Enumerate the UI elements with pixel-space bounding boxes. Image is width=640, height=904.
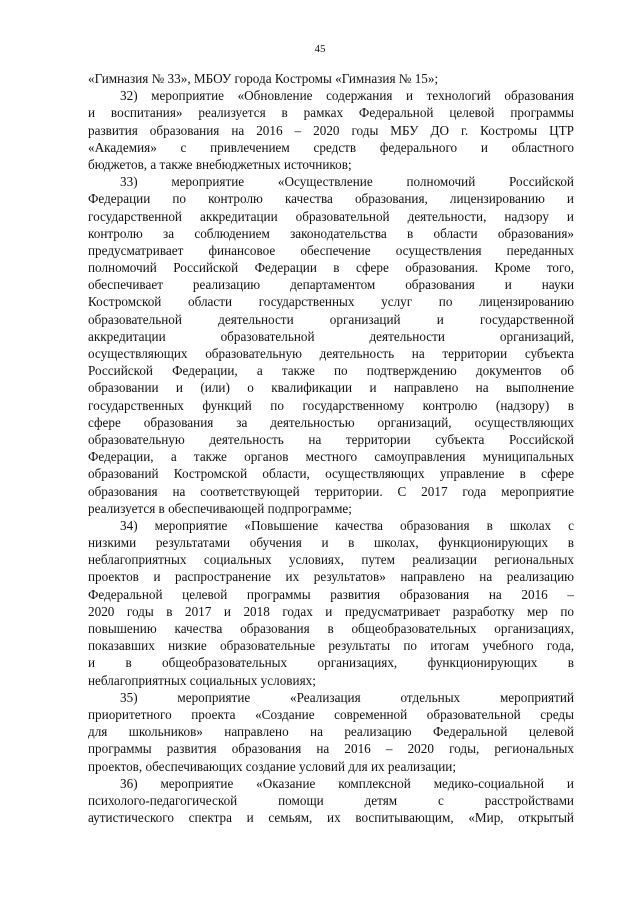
text-line: аккредитации образовательной деятельности организаций, (88, 328, 574, 344)
text-line: приоритетного проекта «Создание современной образовательной среды (88, 706, 574, 722)
text-line: показавших низкие образовательные результаты по итогам учебного года, (88, 638, 574, 654)
text-line: и в общеобразовательных организациях, функционирующих в (88, 655, 574, 671)
text-line: осуществляющих образовательную деятельность на территории субъекта (88, 346, 574, 361)
text-line: Федерации по контролю качества образования, лицензированию и (88, 191, 574, 207)
text-line: образовательную деятельность на территории субъекта Российской (88, 431, 574, 447)
text-line: повышению качества образования в общеобразовательных организациях, (88, 621, 574, 636)
text-line: 36) мероприятие «Оказание комплексной медико-социальной и (120, 775, 574, 791)
text-line: 35) мероприятие «Реализация отдельных мероприятий (120, 689, 574, 705)
text-line: государственных функций по государственному контролю (надзору) в (88, 397, 574, 413)
text-line: Российской Федерации, а также по подтверждению документов об (88, 363, 574, 379)
text-line: полномочий Российской Федерации в сфере образования. Кроме того, (88, 260, 574, 276)
text-line: контролю за соблюдением законодательства в области образования» (88, 225, 574, 241)
page-number: 45 (314, 43, 326, 55)
text-line: сфере образования за деятельностью организаций, осуществляющих (88, 414, 574, 430)
text-line: 2020 годы в 2017 и 2018 годах и предусматривает разработку мер по (88, 603, 574, 619)
text-line: государственной аккредитации образовательной деятельности, надзору и (88, 208, 574, 224)
text-line: неблагоприятных социальных условиях, путем реализации региональных (88, 552, 574, 568)
text-line: проектов и распространение их результатов» направлено на реализацию (88, 569, 574, 585)
body-text (88, 70, 574, 826)
text-line: психолого-педагогической помощи детям с расстройствами (88, 792, 574, 808)
text-line: «Гимназия № 33», МБОУ города Костромы «Гимназия № 15»; (88, 71, 439, 86)
text-line: 33) мероприятие «Осуществление полномочий Российской (120, 174, 574, 190)
text-line: образований Костромской области, осуществляющих управление в сфере (88, 466, 574, 482)
text-line: Федерации, а также органов местного самоуправления муниципальных (88, 449, 574, 465)
text-line: программы развития образования на 2016 – 2020 годы, региональных (88, 741, 574, 757)
text-line: бюджетов, а также внебюджетных источников; (88, 156, 352, 172)
text-line: реализуется в обеспечивающей подпрограмме; (88, 500, 352, 516)
text-line: низкими результатами обучения и в школах, функционирующих в (88, 535, 574, 551)
text-line: и воспитания» реализуется в рамках Федеральной целевой программы (88, 105, 574, 121)
text-line: развития образования на 2016 – 2020 годы МБУ ДО г. Костромы ЦТР (88, 122, 574, 138)
text-line: обеспечивает реализацию департаментом образования и науки (88, 277, 574, 293)
text-line: образования на соответствующей территории. С 2017 года мероприятие (88, 483, 574, 499)
text-line: проектов, обеспечивающих создание условий для их реализации; (88, 758, 457, 774)
text-line: образовательной деятельности организаций и государственной (88, 311, 574, 327)
text-line: образовании и (или) о квалификации и направлено на выполнение (88, 380, 574, 396)
text-line: Костромской области государственных услуг по лицензированию (88, 294, 574, 310)
text-line: «Академия» с привлечением средств федерального и областного (88, 139, 574, 155)
text-line: 32) мероприятие «Обновление содержания и технологий образования (120, 88, 574, 104)
text-line: неблагоприятных социальных условиях; (88, 672, 316, 688)
text-line: Федеральной целевой программы развития образования на 2016 – (88, 586, 574, 602)
text-line: предусматривает финансовое обеспечение осуществления переданных (88, 242, 574, 258)
text-line: для школьников» направлено на реализацию Федеральной целевой (88, 724, 574, 740)
text-line: аутистического спектра и семьям, их воспитывающим, «Мир, открытый (88, 810, 574, 826)
text-line: 34) мероприятие «Повышение качества образования в школах с (120, 517, 574, 533)
